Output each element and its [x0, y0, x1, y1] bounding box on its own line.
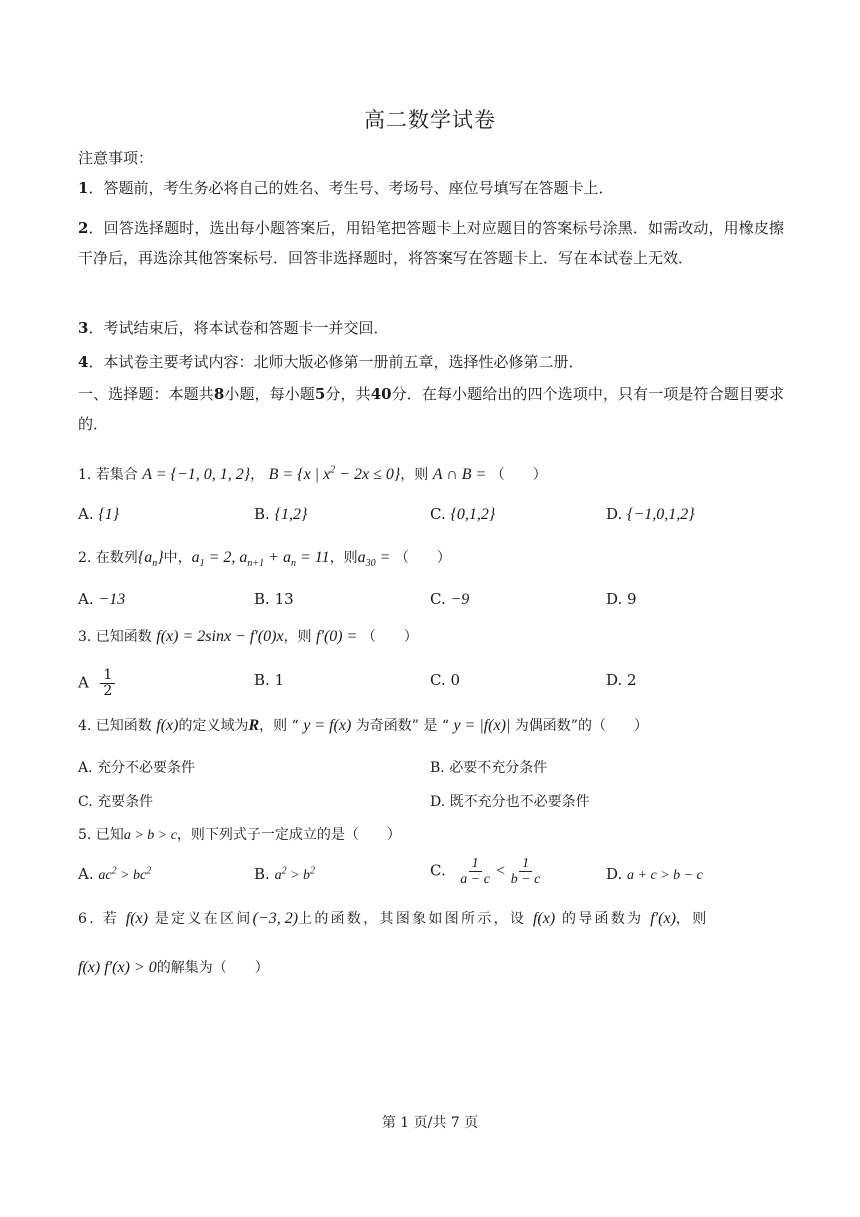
math-expression: y = f(x) — [303, 717, 352, 734]
notice-heading: 注意事项： — [78, 149, 154, 167]
notice-item-text: ．考试结束后，将本试卷和答题卡一并交回． — [88, 319, 389, 337]
question-text: 3. 已知函数 — [78, 629, 152, 645]
question-text: ，则 — [283, 629, 312, 645]
question-3-stem — [78, 627, 784, 647]
q1-option-d: D. {−1,0,1,2} — [606, 505, 695, 523]
math-expression: f(x) — [156, 717, 179, 734]
notice-item-4 — [78, 352, 784, 372]
question-text: ，则 — [675, 911, 709, 927]
math-expression: $\{a_n\}$ — [137, 549, 164, 570]
question-text: 1. 若集合 — [78, 467, 138, 483]
question-6-stem-cont — [78, 958, 784, 978]
section-number: 5 — [314, 385, 326, 403]
notice-item-text: ．回答选择题时，选出每小题答案后，用铅笔把答题卡上对应题目的答案标号涂黑．如需改动，用橡皮擦干净后，再选涂其他答案标号．回答非选择题时，将答案写在答题卡上．写在本试卷上无效． — [78, 219, 784, 267]
notice-item-number: 4 — [78, 353, 89, 371]
question-5-stem — [78, 825, 784, 846]
math-expression: f(x) — [532, 910, 556, 927]
q3-option-a: A $\frac{1}{2}$ — [78, 668, 117, 699]
fraction: $\frac{1}{b - c}$ — [510, 856, 541, 887]
notice-item-1 — [78, 178, 784, 198]
q1-option-b: B. {1,2} — [254, 505, 308, 523]
q4-option-c: C. 充要条件 — [78, 794, 154, 810]
section-text: 分．在每小题给出的四个选项中，只有一项是符合题目要求的． — [78, 385, 784, 433]
q4-option-b: B. 必要不充分条件 — [430, 760, 548, 776]
notice-item-number: 2 — [78, 219, 89, 237]
page-title: 高二数学试卷 — [364, 108, 496, 132]
q4-option-d: D. 既不充分也不必要条件 — [430, 794, 590, 810]
question-text: 的解集为（ ） — [156, 960, 269, 976]
question-text: ，则 — [329, 550, 358, 566]
math-expression: f′(x) — [650, 910, 676, 927]
q2-option-b: B. 13 — [254, 590, 294, 608]
q5-option-a: A. $ac^2 > bc^2$ — [78, 865, 152, 883]
notice-item-text: ．答题前，考生务必将自己的姓名、考生号、考场号、座位号填写在答题卡上． — [88, 179, 614, 197]
notice-item-number: 3 — [78, 319, 89, 337]
math-expression: A ∩ B = — [432, 466, 487, 483]
answer-paren: （ ） — [490, 467, 547, 483]
section-number: 8 — [213, 385, 225, 403]
q2-option-c: C. −9 — [430, 590, 470, 608]
question-text: ， — [250, 467, 265, 483]
answer-paren: （ ） — [394, 550, 451, 566]
math-expression: B = {x | $x^2 - 2x \le 0$} — [268, 464, 401, 483]
math-expression: $a_{30}$ = — [357, 549, 391, 570]
q3-option-b: B. 1 — [254, 671, 285, 689]
math-expression: f(x) f′(x) > 0 — [78, 959, 157, 976]
section-text: 小题，每小题 — [224, 385, 315, 403]
question-text: 5. 已知 — [78, 827, 124, 843]
notice-item-2 — [78, 213, 784, 273]
q2-option-a: A. −13 — [78, 590, 126, 608]
q3-option-d: D. 2 — [606, 671, 637, 689]
q5-option-d: D. a + c > b − c — [606, 865, 703, 883]
question-text: ，则 — [400, 467, 429, 483]
question-text: 2. 在数列 — [78, 550, 138, 566]
question-text: 是定义在区间 — [154, 911, 253, 927]
page-footer: 第 1 页/共 7 页 — [381, 1115, 479, 1131]
q4-option-a: A. 充分不必要条件 — [78, 760, 196, 776]
question-text: 为奇函数” 是 “ — [355, 718, 449, 734]
fraction: $\frac{1}{a - c}$ — [460, 856, 490, 887]
answer-paren: （ ） — [361, 629, 418, 645]
math-expression: f(x) — [125, 910, 148, 927]
question-text: ，则 “ — [259, 718, 299, 734]
section-1-heading — [78, 379, 784, 439]
q5-option-c: C. $\frac{1}{a - c}$ < $\frac{1}{b - c}$ — [430, 856, 545, 887]
question-text: 的定义域为 — [178, 718, 249, 734]
section-number: 40 — [370, 385, 392, 403]
section-text: 分，共 — [325, 385, 371, 403]
math-expression: (−3, 2) — [252, 910, 299, 927]
q2-option-d: D. 9 — [606, 590, 637, 608]
math-expression: a > b > c — [123, 828, 177, 843]
math-expression: R — [248, 717, 260, 734]
math-expression: f(x) = 2sinx − f′(0)x — [156, 628, 284, 645]
question-text: 的导函数为 — [561, 911, 644, 927]
math-expression: f′(0) = — [316, 628, 358, 645]
question-text: 中， — [163, 550, 192, 566]
math-expression: A = {−1, 0, 1, 2} — [142, 466, 251, 483]
question-text: 4. 已知函数 — [78, 718, 152, 734]
fraction: $\frac{1}{2}$ — [100, 668, 115, 699]
question-text: ，则下列式子一定成立的是（ ） — [176, 827, 401, 843]
question-text: 为偶函数”的（ ） — [514, 718, 648, 734]
q5-option-b: B. $a^2 > b^2$ — [254, 865, 316, 883]
question-4-stem — [78, 716, 784, 736]
math-expression: $a_1 = 2$, $a_{n+1} + a_n = 11$ — [191, 549, 330, 570]
q1-option-a: A. {1} — [78, 505, 120, 523]
question-2-stem — [78, 548, 784, 568]
section-text: 一、选择题：本题共 — [78, 385, 214, 403]
question-1-stem — [78, 465, 784, 485]
question-6-stem — [78, 909, 784, 929]
question-text: 6. 若 — [78, 911, 120, 927]
q3-option-c: C. 0 — [430, 671, 461, 689]
notice-item-3 — [78, 318, 784, 338]
question-text: 上的函数，其图象如图所示，设 — [298, 911, 527, 927]
q1-option-c: C. {0,1,2} — [430, 505, 496, 523]
math-expression: y = |f(x)| — [453, 717, 511, 734]
notice-item-number: 1 — [78, 179, 89, 197]
notice-item-text: ．本试卷主要考试内容：北师大版必修第一册前五章，选择性必修第二册． — [88, 353, 584, 371]
